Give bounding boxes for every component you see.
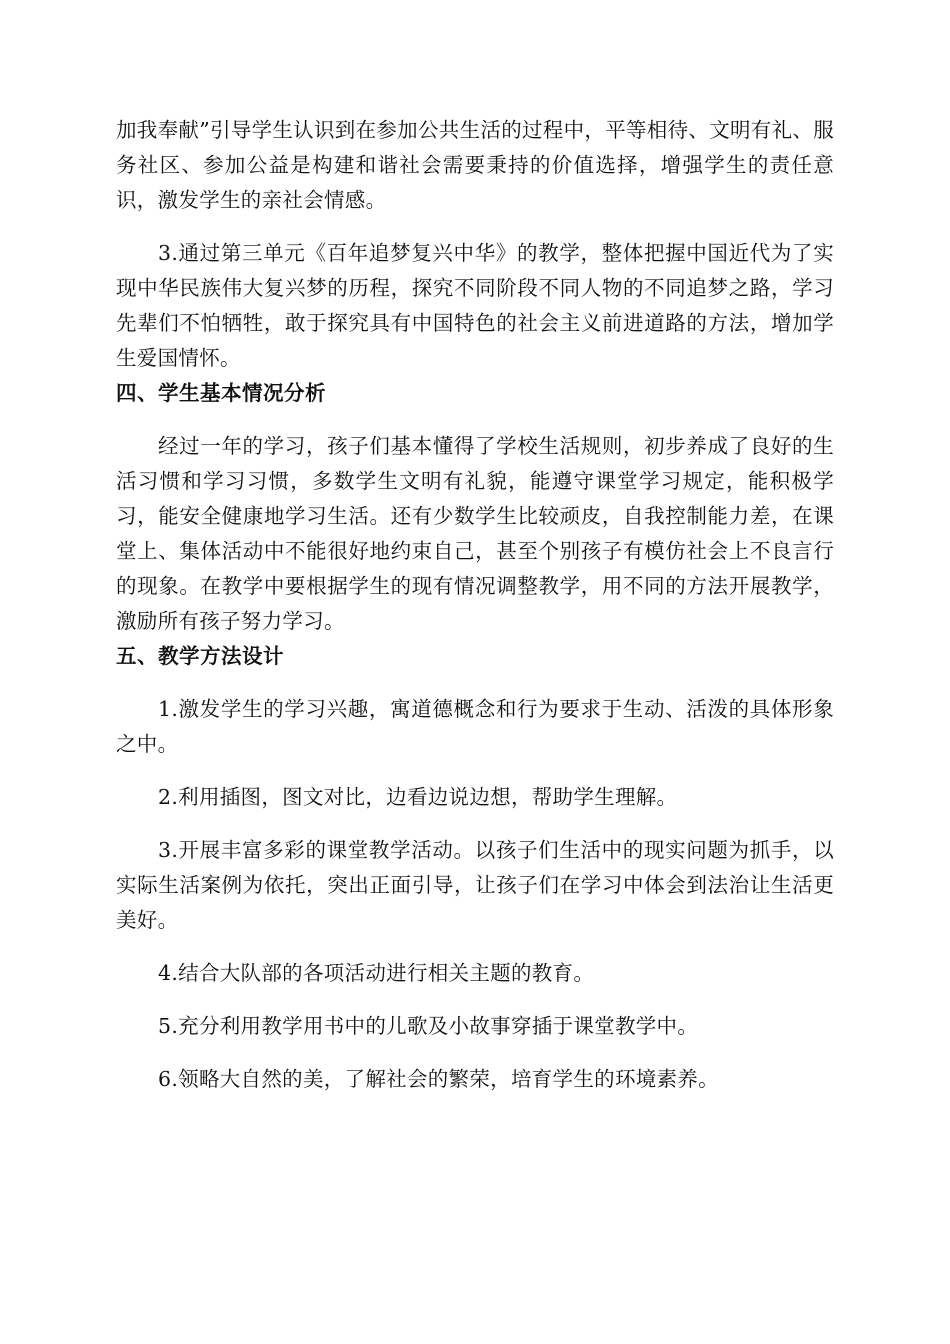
paragraph-continuation: 加我奉献”引导学生认识到在参加公共生活的过程中，平等相待、文明有礼、服务社区、参加公益是构建和谐社会需要秉持的价值选择，增强学生的责任意识，激发学生的亲社会情感。 (116, 118, 834, 212)
section-heading-teaching-methods: 五、教学方法设计 (116, 644, 284, 668)
method-item-5: 5.充分利用教学用书中的儿歌及小故事穿插于课堂教学中。 (158, 1014, 699, 1038)
paragraph-objective-3: 3.通过第三单元《百年追梦复兴中华》的教学，整体把握中国近代为了实现中华民族伟大复兴梦的历程，探究不同阶段不同人物的不同追梦之路，学习先辈们不怕牺牲，敢于探究具有中国特色的社会主义前进道路的方法，增加学生爱国情怀。 (116, 241, 834, 370)
method-item-1: 1.激发学生的学习兴趣，寓道德概念和行为要求于生动、活泼的具体形象之中。 (116, 697, 834, 756)
method-item-6: 6.领略大自然的美，了解社会的繁荣，培育学生的环境素养。 (158, 1067, 719, 1091)
section-heading-student-analysis: 四、学生基本情况分析 (116, 381, 326, 405)
method-item-2: 2.利用插图，图文对比，边看边说边想，帮助学生理解。 (158, 785, 678, 809)
method-item-4: 4.结合大队部的各项活动进行相关主题的教育。 (158, 961, 595, 985)
document-body (116, 113, 834, 1097)
paragraph-student-analysis: 经过一年的学习，孩子们基本懂得了学校生活规则，初步养成了良好的生活习惯和学习习惯，多数学生文明有礼貌，能遵守课堂学习规定，能积极学习，能安全健康地学习生活。还有少数学生比较顽皮，自我控制能力差，在课堂上、集体活动中不能很好地约束自己，甚至个别孩子有模仿社会上不良言行的现象。在教学中要根据学生的现有情况调整教学，用不同的方法开展教学，激励所有孩子努力学习。 (116, 434, 834, 633)
method-item-3: 3.开展丰富多彩的课堂教学活动。以孩子们生活中的现实问题为抓手，以实际生活案例为依托，突出正面引导，让孩子们在学习中体会到法治让生活更美好。 (116, 838, 834, 932)
